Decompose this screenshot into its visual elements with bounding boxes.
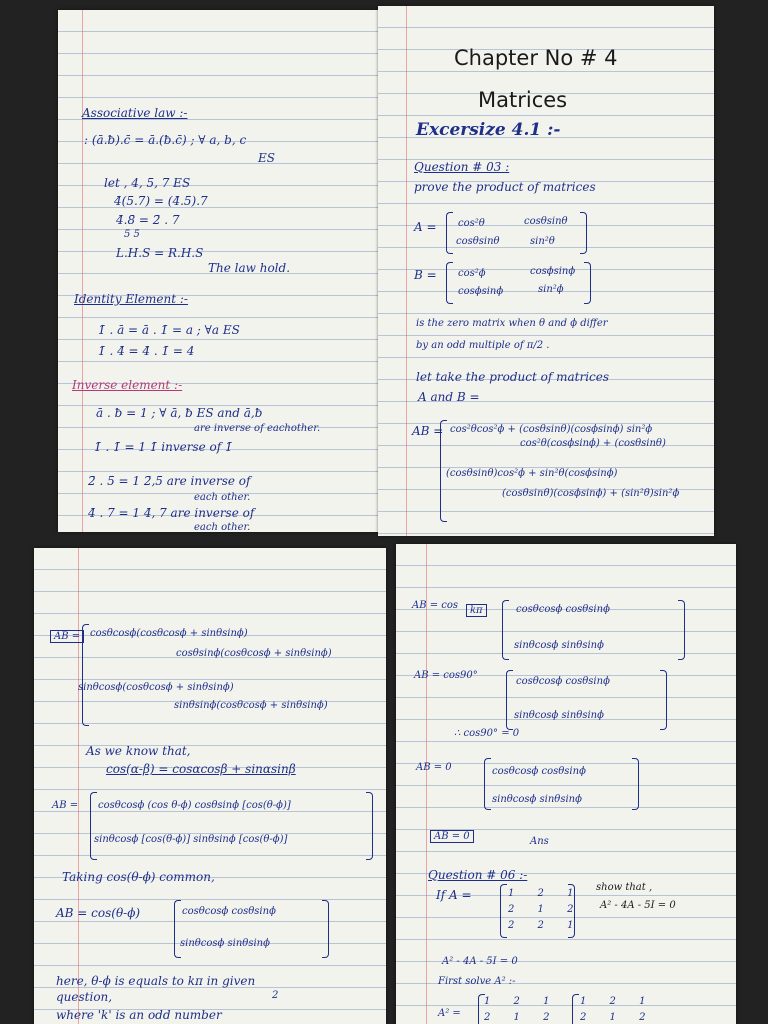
question-6-title: Question # 06 :- xyxy=(428,868,528,882)
matrix-b-cell: cosϕsinϕ xyxy=(530,266,576,277)
matrix-a-label: A = xyxy=(414,220,437,234)
inverse-line: 4̄ . 7̄ = 1 4̄, 7̄ are inverse of xyxy=(88,506,255,520)
ab-line: cosθcosϕ(cosθcosϕ + sinθsinϕ) xyxy=(90,628,248,639)
matrix-a-cell: cos²θ xyxy=(458,218,485,229)
equation: A² - 4A - 5I = 0 xyxy=(442,956,518,967)
inverse-line: 1̄ . 1̄ = 1 1̄ inverse of 1̄ xyxy=(94,440,233,454)
ab-expression: (cosθsinθ)cos²ϕ + sin²θ(cosϕsinϕ) xyxy=(446,468,618,479)
assoc-line: The law hold. xyxy=(208,261,291,275)
ab-line: cosθsinϕ(cosθcosϕ + sinθsinϕ) xyxy=(176,648,332,659)
product-text: let take the product of matrices xyxy=(416,370,610,384)
matrix-b-label: B = xyxy=(414,268,437,282)
assoc-line: let , 4, 5, 7 ES xyxy=(104,176,191,190)
assoc-line: 5 5 xyxy=(124,229,140,240)
kpi-text: kπ xyxy=(470,605,483,616)
identity-line: 1̄ . 4̄ = 4̄ . 1̄ = 4 xyxy=(98,344,195,358)
taking-text: Taking cos(θ-ϕ) common, xyxy=(62,870,215,884)
product-text: A and B = xyxy=(418,390,480,404)
ab-label-2: AB = xyxy=(52,800,79,811)
ab-line: sinθcosϕ(cosθcosϕ + sinθsinϕ) xyxy=(78,682,234,693)
ab-expression: cos²θ(cosϕsinϕ) + (cosθsinθ) xyxy=(520,438,666,449)
if-a-label: If A = xyxy=(436,888,472,902)
ab-label: AB = cos xyxy=(412,600,459,611)
matrix-cell: sinθcosϕ sinθsinϕ xyxy=(514,710,604,721)
assoc-line: L.H.S = R.H.S xyxy=(116,246,204,260)
matrix-row: 1 2 1 xyxy=(580,996,656,1007)
matrix-row: 1 2 1 xyxy=(484,996,560,1007)
kpi-box xyxy=(466,604,487,617)
chapter-title: Chapter No # 4 xyxy=(454,46,618,70)
assoc-line: 4̄.8̄ = 2̄ . 7̄ xyxy=(116,213,180,227)
cos90-text: ∴ cos90° = 0 xyxy=(454,728,520,739)
here-text: question, xyxy=(56,990,113,1004)
matrix-a-cell: cosθsinθ xyxy=(524,216,568,227)
matrix-a-cell: cosθsinθ xyxy=(456,236,500,247)
ab-line-3: cosθcosϕ cosθsinϕ xyxy=(182,906,276,917)
zero-text: is the zero matrix when θ and ϕ differ xyxy=(416,318,608,329)
result-box: AB = 0 xyxy=(430,830,474,843)
first-solve: First solve A² :- xyxy=(438,976,516,987)
matrix-row: 2 1 2 xyxy=(484,1012,560,1023)
matrix-cell: cosθcosϕ cosθsinϕ xyxy=(516,676,610,687)
matrix-row: 1 2 1 xyxy=(508,888,584,899)
matrix-cell: sinθcosϕ sinθsinϕ xyxy=(492,794,582,805)
question-text: prove the product of matrices xyxy=(414,180,596,194)
question-label: Question # 03 : xyxy=(414,160,510,174)
ab-label: AB = 0 xyxy=(416,762,452,773)
matrices-title: Matrices xyxy=(478,88,568,112)
matrix-row: 2 2 1 xyxy=(508,920,584,931)
show-text: show that , xyxy=(596,882,653,893)
ab-expression: cos²θcos²ϕ + (cosθsinθ)(cosϕsinϕ) sin²ϕ xyxy=(450,424,653,435)
matrix-cell: cosθcosϕ cosθsinϕ xyxy=(516,604,610,615)
matrix-b-cell: cos²ϕ xyxy=(458,268,486,279)
assoc-title: Associative law :- xyxy=(82,106,188,120)
exercise-title: Excersize 4.1 :- xyxy=(416,120,561,140)
matrix-b-cell: cosϕsinϕ xyxy=(458,286,504,297)
matrix-b-cell: sin²ϕ xyxy=(538,284,564,295)
matrix-cell: sinθcosϕ sinθsinϕ xyxy=(514,640,604,651)
here-text: 2 xyxy=(272,990,279,1001)
matrix-cell: cosθcosϕ cosθsinϕ xyxy=(492,766,586,777)
page-top-left xyxy=(58,10,380,532)
inverse-line: each other. xyxy=(194,492,251,503)
ab-label: AB = cos90° xyxy=(414,670,478,681)
page-top-right xyxy=(378,6,714,536)
ab-line-2: sinθcosϕ [cos(θ-ϕ)] sinθsinϕ [cos(θ-ϕ)] xyxy=(94,834,288,845)
matrix-row: 2 1 2 xyxy=(508,904,584,915)
inverse-line: are inverse of eachother. xyxy=(194,423,321,434)
ans-label: Ans xyxy=(530,836,549,847)
inverse-line: each other. xyxy=(194,522,251,532)
ab-expression: (cosθsinθ)(cosϕsinϕ) + (sin²θ)sin²ϕ xyxy=(502,488,680,499)
page-bottom-right xyxy=(396,544,736,1024)
assoc-line: 4̄(5̄.7̄) = (4̄.5̄).7̄ xyxy=(114,194,208,208)
formula: cos(α-β) = cosαcosβ + sinαsinβ xyxy=(106,762,296,776)
a-squared-label: A² = xyxy=(438,1008,461,1019)
know-text: As we know that, xyxy=(86,744,191,758)
ab-label-3: AB = cos(θ-ϕ) xyxy=(56,906,141,920)
ab-line-3: sinθcosϕ sinθsinϕ xyxy=(180,938,270,949)
matrix-a-cell: sin²θ xyxy=(530,236,555,247)
show-eq: A² - 4A - 5I = 0 xyxy=(600,900,676,911)
ab-line-2: cosθcosϕ (cos θ-ϕ) cosθsinϕ [cos(θ-ϕ)] xyxy=(98,800,291,811)
ab-line: sinθsinϕ(cosθcosϕ + sinθsinϕ) xyxy=(174,700,328,711)
inverse-title: Inverse element :- xyxy=(72,378,183,392)
inverse-line: ā . ƀ = 1 ; ∀ ā, ƀ ES and ā,ƀ xyxy=(96,406,263,420)
assoc-line: : (ā.ƀ).c̄ = ā.(ƀ.c̄) ; ∀ a, b, c xyxy=(84,133,247,147)
matrix-row: 2 1 2 xyxy=(580,1012,656,1023)
zero-text: by an odd multiple of π/2 . xyxy=(416,340,550,351)
inverse-line: 2̄ . 5̄ = 1 2̄,5̄ are inverse of xyxy=(88,474,251,488)
identity-line: 1̄ . ā = ā . 1̄ = a ; ∀a ES xyxy=(98,323,240,337)
identity-title: Identity Element :- xyxy=(74,292,188,306)
here-text: where 'k' is an odd number xyxy=(56,1008,222,1022)
assoc-line: ES xyxy=(258,151,275,165)
here-text: here, θ-ϕ is equals to kπ in given xyxy=(56,974,256,988)
page-bottom-left xyxy=(34,548,386,1024)
ab-label: AB = xyxy=(412,424,444,438)
ab-label: AB = xyxy=(50,630,84,643)
